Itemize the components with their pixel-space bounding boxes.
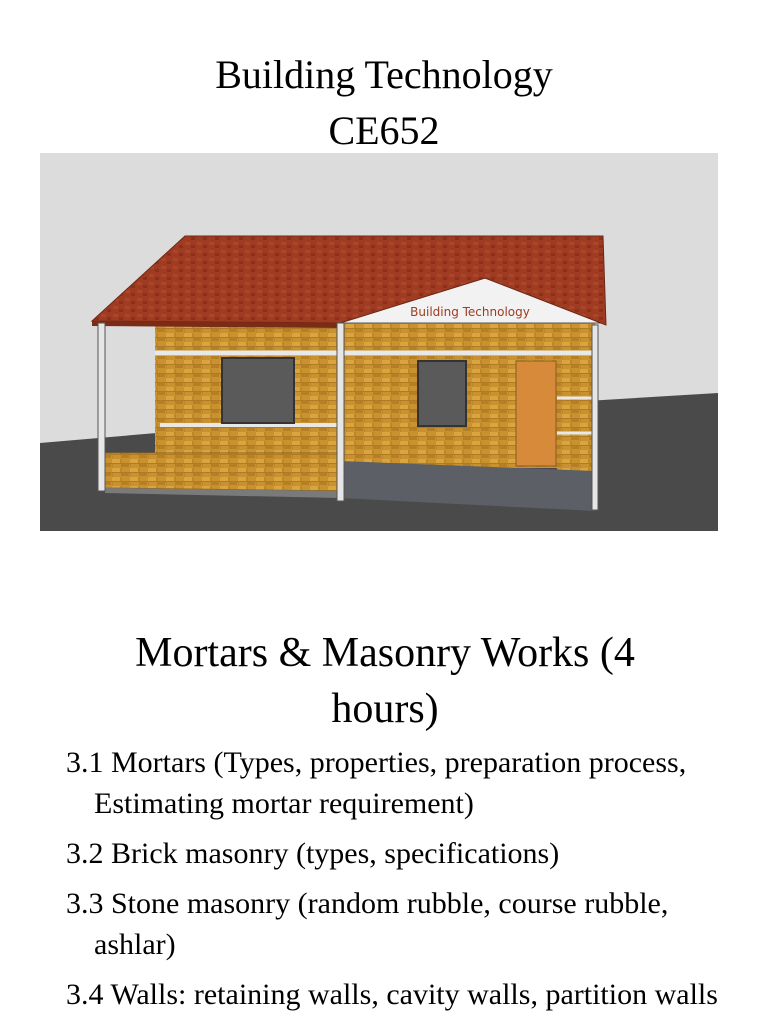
topic-list bbox=[66, 742, 746, 1024]
window-left bbox=[222, 358, 294, 423]
list-item: 3.1 Mortars (Types, properties, preparation process, Estimating mortar requirement) bbox=[66, 746, 687, 820]
section-heading: Mortars & Masonry Works (4 hours) bbox=[135, 630, 635, 732]
list-item: 3.2 Brick masonry (types, specifications) bbox=[66, 837, 560, 870]
post-middle bbox=[337, 323, 344, 501]
house-illustration bbox=[40, 153, 718, 531]
front-low-wall bbox=[105, 453, 340, 491]
gable-sign: Building Technology bbox=[410, 305, 530, 319]
window-right bbox=[418, 361, 466, 426]
course-code: CE652 bbox=[328, 108, 440, 153]
list-item: 3.4 Walls: retaining walls, cavity walls, partition walls bbox=[66, 978, 718, 1011]
post-left bbox=[98, 323, 105, 491]
list-item: 3.3 Stone masonry (random rubble, course rubble, ashlar) bbox=[66, 887, 669, 961]
slide-title: Building Technology bbox=[215, 52, 553, 97]
door bbox=[516, 361, 556, 466]
post-right bbox=[592, 325, 598, 510]
